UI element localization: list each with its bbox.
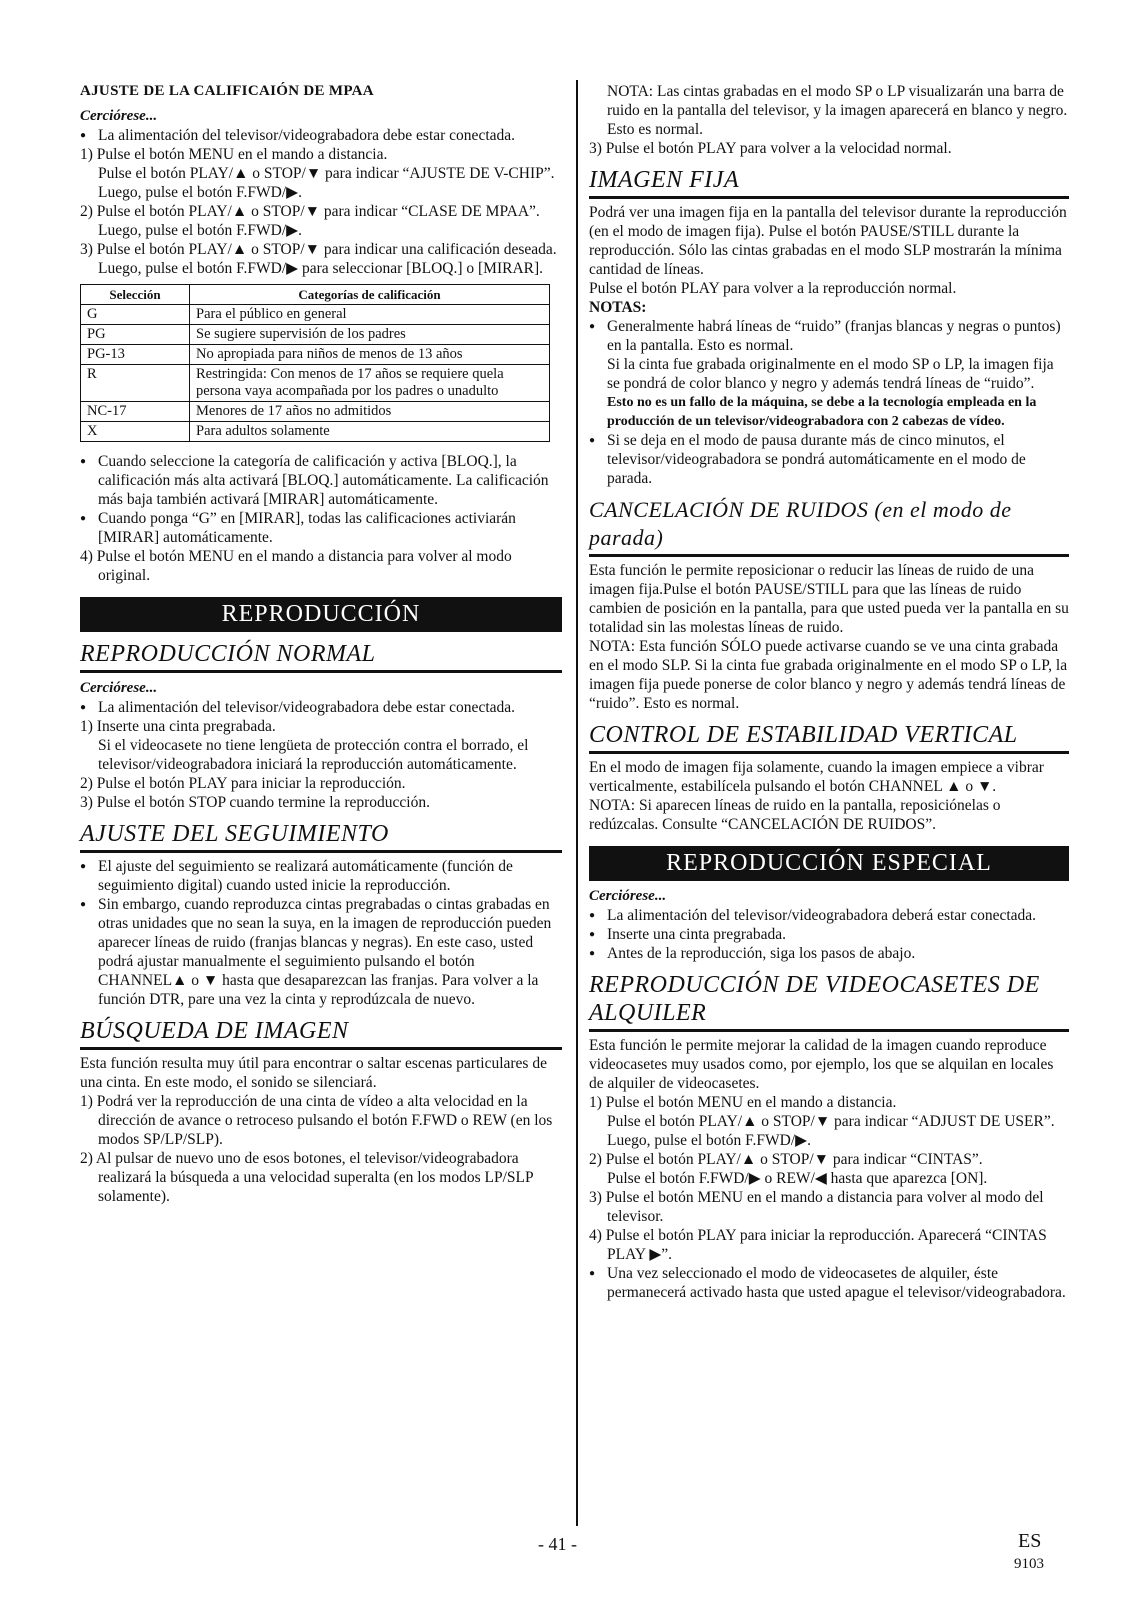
- mpaa-check-label: Cerciórese...: [80, 108, 158, 124]
- table-cell: Menores de 17 años no admitidos: [190, 402, 550, 422]
- section-banner-reproduccion: REPRODUCCIÓN: [80, 597, 562, 632]
- if-paragraph-1: Podrá ver una imagen fija en la pantalla del televisor durante la reproducción (en el modo de imagen fija). Pulse el botón PAUSE/STILL durante la reproducción. Sólo las cintas grabadas en el modo SLP mostrarán la mínima cantidad de líneas.: [589, 204, 1067, 278]
- table-header-selection: Selección: [81, 285, 190, 305]
- mpaa-step-3: 3) Pulse el botón PLAY/▲ o STOP/▼ para indicar una calificación deseada.: [80, 241, 557, 258]
- rating-table: [80, 284, 550, 442]
- table-header-categories: Categorías de calificación: [190, 285, 550, 305]
- table-row: [81, 345, 550, 365]
- re-bullet-2: ● Inserte una cinta pregrabada.: [589, 925, 1069, 944]
- rv-bullet-1: ● Una vez seleccionado el modo de videocasetes de alquiler, éste permanecerá activado hasta que usted apague el televisor/videograbadora.: [589, 1264, 1069, 1302]
- ev-paragraph: En el modo de imagen fija solamente, cuando la imagen empiece a vibrar verticalmente, estabilícela pulsando el botón CHANNEL ▲ o ▼.: [589, 759, 1044, 795]
- table-cell: PG-13: [81, 345, 190, 365]
- bi-step-2: 2) Al pulsar de nuevo uno de esos botones, el televisor/videograbadora realizará la búsqueda a una velocidad superalta (en los modos LP/SLP solamente).: [80, 1150, 534, 1205]
- heading-ajuste-seguimiento: AJUSTE DEL SEGUIMIENTO: [80, 820, 562, 853]
- mpaa-step-2b: Luego, pulse el botón F.FWD/▶.: [98, 222, 302, 239]
- table-cell: No apropiada para niños de menos de 13 años: [190, 345, 550, 365]
- table-row: [81, 325, 550, 345]
- heading-imagen-fija: IMAGEN FIJA: [589, 166, 1069, 199]
- if-bullet-1: ● Generalmente habrá líneas de “ruido” (franjas blancas y negras o puntos) en la pantalla. Esto es normal.: [589, 317, 1069, 355]
- as-bullet-1: ● El ajuste del seguimiento se realizará automáticamente (función de seguimiento digital) cuando usted inicie la reproducción.: [80, 857, 562, 895]
- mpaa-step-1a: Pulse el botón PLAY/▲ o STOP/▼ para indicar “AJUSTE DE V-CHIP”.: [98, 165, 555, 182]
- table-cell: Se sugiere supervisión de los padres: [190, 325, 550, 345]
- mpaa-step-2: 2) Pulse el botón PLAY/▲ o STOP/▼ para indicar “CLASE DE MPAA”.: [80, 203, 540, 220]
- language-code: ES: [1018, 1530, 1042, 1552]
- column-divider: [576, 80, 578, 1526]
- cr-note: NOTA: Esta función SÓLO puede activarse cuando se ve una cinta grabada en el modo SLP. Si la cinta fue grabada originalmente en el modo SP o LP, la imagen fija puede ponerse de color blanco y negro y además tendrá líneas de “ruido”. Esto es normal.: [589, 638, 1068, 712]
- if-bullet-1a: Si la cinta fue grabada originalmente en el modo SP o LP, la imagen fija se pondrá de color blanco y negro y además tendrá líneas de “ruido”.: [607, 356, 1054, 392]
- table-cell: NC-17: [81, 402, 190, 422]
- rv-step-1a: Pulse el botón PLAY/▲ o STOP/▼ para indicar “ADJUST DE USER”.: [607, 1113, 1055, 1130]
- mpaa-step-4: 4) Pulse el botón MENU en el mando a distancia para volver al modo original.: [80, 548, 512, 584]
- table-header-row: [81, 285, 550, 305]
- rn-step-3: 3) Pulse el botón STOP cuando termine la reproducción.: [80, 794, 430, 811]
- bi-note: NOTA: Las cintas grabadas en el modo SP o LP visualizarán una barra de ruido en la pantalla del televisor, y la imagen aparecerá en blanco y negro. Esto es normal.: [607, 83, 1068, 138]
- rn-bullet-1: ● La alimentación del televisor/videograbadora debe estar conectada.: [80, 698, 562, 717]
- heading-busqueda-imagen: BÚSQUEDA DE IMAGEN: [80, 1017, 562, 1050]
- rv-step-4: 4) Pulse el botón PLAY para iniciar la reproducción. Aparecerá “CINTAS PLAY ▶”.: [589, 1227, 1047, 1263]
- bi-step-3: 3) Pulse el botón PLAY para volver a la velocidad normal.: [589, 140, 952, 157]
- table-cell: Para adultos solamente: [190, 422, 550, 442]
- rv-paragraph: Esta función le permite mejorar la calidad de la imagen cuando reproduce videocasetes muy usados como, por ejemplo, los que se alquilan en locales de alquiler de videocasetes.: [589, 1037, 1054, 1092]
- rv-step-3: 3) Pulse el botón MENU en el mando a distancia para volver al modo del televisor.: [589, 1189, 1044, 1225]
- re-bullet-1: ● La alimentación del televisor/videograbadora deberá estar conectada.: [589, 906, 1069, 925]
- rn-step-1: 1) Inserte una cinta pregrabada.: [80, 718, 276, 735]
- mpaa-bullet-1: ● La alimentación del televisor/videograbadora debe estar conectada.: [80, 126, 562, 145]
- rv-step-1b: Luego, pulse el botón F.FWD/▶.: [607, 1132, 811, 1149]
- section-banner-reproduccion-especial: REPRODUCCIÓN ESPECIAL: [589, 846, 1069, 881]
- table-row: [81, 402, 550, 422]
- table-cell: R: [81, 365, 190, 402]
- if-paragraph-2: Pulse el botón PLAY para volver a la reproducción normal.: [589, 280, 957, 297]
- heading-videocasetes-alquiler: REPRODUCCIÓN DE VIDEOCASETES DE ALQUILER: [589, 971, 1069, 1032]
- bi-paragraph: Esta función resulta muy útil para encontrar o saltar escenas particulares de una cinta. En este modo, el sonido se silenciará.: [80, 1055, 547, 1091]
- table-cell: PG: [81, 325, 190, 345]
- mpaa-step-1b: Luego, pulse el botón F.FWD/▶.: [98, 184, 302, 201]
- left-column: [80, 82, 562, 1206]
- rv-step-2a: Pulse el botón F.FWD/▶ o REW/◀ hasta que aparezca [ON].: [607, 1170, 988, 1187]
- rn-step-1a: Si el videocasete no tiene lengüeta de protección contra el borrado, el televisor/videograbadora iniciará la reproducción automáticamente.: [98, 737, 529, 773]
- heading-estabilidad-vertical: CONTROL DE ESTABILIDAD VERTICAL: [589, 721, 1069, 754]
- as-bullet-2: ● Sin embargo, cuando reproduzca cintas pregrabadas o cintas grabadas en otras unidades que no sean la suya, en la imagen de reproducción pueden aparecer líneas de ruido (franjas blancas y negras). En este caso, usted podrá ajustar manualmente el seguimiento pulsando el botón CHANNEL▲ o ▼ hasta que desaparezcan las franjas. Para volver a la función DTR, pare una vez la cinta y reprodúzcala de nuevo.: [80, 895, 562, 1009]
- right-column: [589, 82, 1069, 1302]
- if-notes-label: NOTAS:: [589, 299, 647, 316]
- mpaa-step-1: 1) Pulse el botón MENU en el mando a distancia.: [80, 146, 388, 163]
- mpaa-heading: AJUSTE DE LA CALIFICAIÓN DE MPAA: [80, 83, 374, 99]
- mpaa-step-3b: Luego, pulse el botón F.FWD/▶ para seleccionar [BLOQ.] o [MIRAR].: [98, 260, 544, 277]
- re-check-label: Cerciórese...: [589, 888, 667, 904]
- heading-reproduccion-normal: REPRODUCCIÓN NORMAL: [80, 640, 562, 673]
- rn-check-label: Cerciórese...: [80, 680, 158, 696]
- mpaa-bullet-2: ● Cuando seleccione la categoría de calificación y activa [BLOQ.], la calificación más alta activará [BLOQ.] automáticamente. La calificación más baja también activará [MIRAR] automáticamente.: [80, 452, 562, 509]
- table-row: [81, 305, 550, 325]
- doc-code: 9103: [1014, 1556, 1044, 1572]
- rn-step-2: 2) Pulse el botón PLAY para iniciar la reproducción.: [80, 775, 406, 792]
- table-row: [81, 365, 550, 402]
- if-bullet-2: ● Si se deja en el modo de pausa durante más de cinco minutos, el televisor/videograbadora se pondrá automáticamente en el modo de parada.: [589, 431, 1069, 488]
- table-row: [81, 422, 550, 442]
- ev-note: NOTA: Si aparecen líneas de ruido en la pantalla, reposiciónelas o redúzcalas. Consulte “CANCELACIÓN DE RUIDOS”.: [589, 797, 1001, 833]
- table-cell: G: [81, 305, 190, 325]
- page-number: - 41 -: [538, 1534, 577, 1554]
- table-cell: X: [81, 422, 190, 442]
- cr-paragraph: Esta función le permite reposicionar o reducir las líneas de ruido de una imagen fija.Pulse el botón PAUSE/STILL para que las líneas de ruido cambien de posición en la pantalla, para que usted pueda ver la pantalla en su totalidad sin las molestas líneas de ruido.: [589, 562, 1069, 636]
- if-bullet-1b: Esto no es un fallo de la máquina, se debe a la tecnología empleada en la producción de un televisor/videograbadora con 2 cabezas de vídeo.: [607, 395, 1037, 429]
- rv-step-1: 1) Pulse el botón MENU en el mando a distancia.: [589, 1094, 897, 1111]
- rv-step-2: 2) Pulse el botón PLAY/▲ o STOP/▼ para indicar “CINTAS”.: [589, 1151, 983, 1168]
- mpaa-bullet-3: ● Cuando ponga “G” en [MIRAR], todas las calificaciones activiarán [MIRAR] automáticamente.: [80, 509, 562, 547]
- table-cell: Restringida: Con menos de 17 años se requiere quela persona vaya acompañada por los padres o unadulto: [190, 365, 550, 402]
- table-cell: Para el público en general: [190, 305, 550, 325]
- bi-step-1: 1) Podrá ver la reproducción de una cinta de vídeo a alta velocidad en la dirección de avance o retroceso pulsando el botón F.FWD o REW (en los modos SP/LP/SLP).: [80, 1093, 553, 1148]
- heading-cancelacion-ruidos: CANCELACIÓN DE RUIDOS (en el modo de parada): [589, 496, 1069, 557]
- re-bullet-3: ● Antes de la reproducción, siga los pasos de abajo.: [589, 944, 1069, 963]
